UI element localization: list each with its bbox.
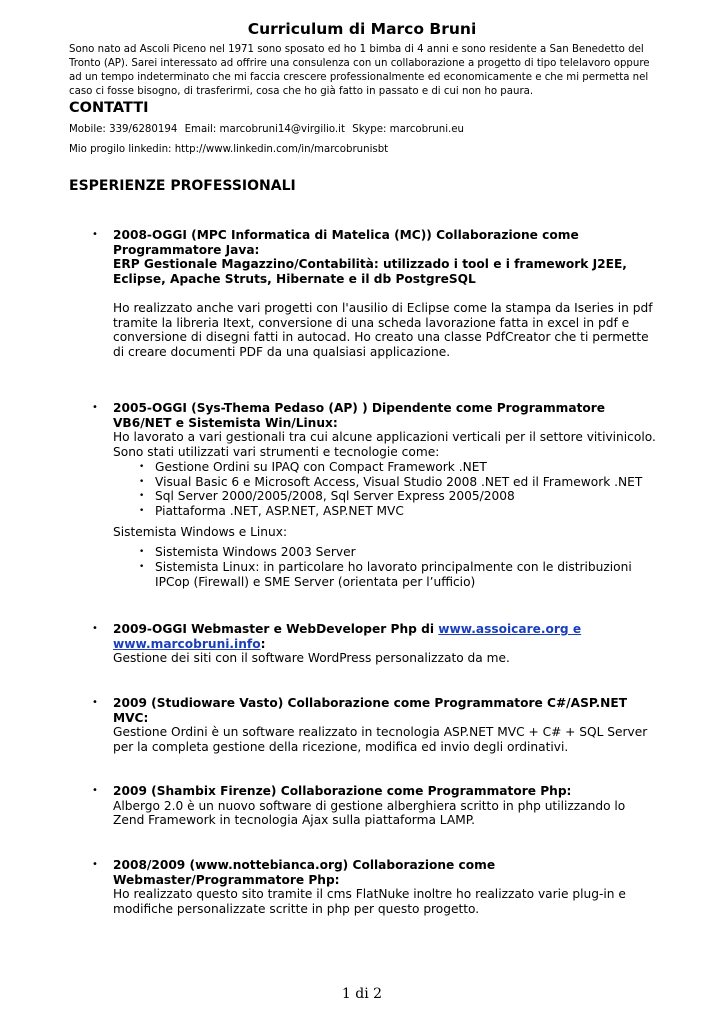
entry-body: Gestione Ordini è un software realizzato in tecnologia ASP.NET MVC + C# + SQL Server per la completa gestione della ricezione, modifica ed invio degli ordinativi. [113, 725, 648, 755]
document-title: Curriculum di Marco Bruni [247, 20, 477, 38]
skype-text: Skype: marcobruni.eu [352, 124, 465, 135]
entry-body: Ho lavorato a vari gestionali tra cui alcune applicazioni verticali per il settore vitivinicolo. Sono stati utilizzati vari strumenti e tecnologie come: [113, 430, 656, 460]
experience-entry-webmaster [92, 622, 658, 666]
list-item: • Visual Basic 6 e Microsoft Access, Visual Studio 2008 .NET ed il Framework .NET [113, 475, 658, 490]
entry-body: Ho realizzato questo sito tramite il cms FlatNuke inoltre ho realizzato varie plug-in e modifiche personalizzate scritte in php per questo progetto. [113, 887, 626, 917]
entry-heading-detail: ERP Gestionale Magazzino/Contabilità: utilizzado i tool e i framework J2EE, Eclipse, Apache Struts, Hibernate e il db PostgreSQL [113, 257, 627, 287]
bullet-icon: • [92, 229, 98, 240]
contatti-heading: CONTATTI [69, 100, 149, 116]
entry-heading: 2005-OGGI (Sys-Thema Pedaso (AP) ) Dipendente come Programmatore VB6/NET e Sistemista Win/Linux: [113, 401, 606, 430]
entry-body: Gestione dei siti con il software WordPress personalizzato da me. [113, 651, 510, 666]
bullet-icon: • [92, 402, 98, 413]
technology-list [113, 460, 658, 519]
list-item: • Gestione Ordini su IPAQ con Compact Framework .NET [113, 460, 658, 475]
entry-heading-colon: : [260, 636, 266, 651]
sysadmin-list [113, 545, 658, 589]
experience-entry-mpc [92, 228, 658, 360]
experience-entry-studioware [92, 696, 658, 755]
bullet-icon: • [92, 623, 98, 634]
entry-body: Albergo 2.0 è un nuovo software di gestione alberghiera scritto in php utilizzando lo Zend Framework in tecnologia Ajax sulla piattaforma LAMP. [113, 798, 626, 828]
page-number: 1 di 2 [341, 986, 383, 1002]
assoicare-link[interactable]: www.assoicare.org e [438, 622, 582, 636]
entry-heading: 2008-OGGI (MPC Informatica di Matelica (MC)) Collaborazione come Programmatore Java: [113, 228, 579, 257]
entry-heading [113, 622, 658, 651]
entry-heading-text: 2009-OGGI Webmaster e WebDeveloper Php di [113, 622, 439, 636]
experience-entry-shambix [92, 784, 658, 828]
mobile-text: Mobile: 339/6280194 [69, 124, 178, 135]
linkedin-text: Mio progilo linkedin: http://www.linkedin.com/in/marcobrunisbt [69, 144, 389, 155]
entry-body: Ho realizzato anche vari progetti con l'ausilio di Eclipse come la stampa da Iseries in pdf tramite la libreria Itext, conversione di una scheda lavorazione fatta in excel in pdf e conversione di disegni fatti in autocad. Ho creato una classe PdfCreator che ti permette di creare documenti PDF da una qualsiasi applicazione. [113, 300, 653, 359]
entry-heading: 2009 (Studioware Vasto) Collaborazione come Programmatore C#/ASP.NET MVC: [113, 696, 628, 725]
bullet-icon: • [92, 785, 98, 796]
marcobruni-link[interactable]: www.marcobruni.info [113, 636, 261, 651]
bullet-icon: • [92, 859, 98, 870]
entry-subheading: Sistemista Windows e Linux: [113, 524, 288, 539]
entry-heading: 2008/2009 (www.nottebianca.org) Collaborazione come Webmaster/Programmatore Php: [113, 858, 496, 887]
intro-paragraph: Sono nato ad Ascoli Piceno nel 1971 sono sposato ed ho 1 bimba di 4 anni e sono residente a San Benedetto del Tronto (AP). Sarei interessato ad offrire una consulenza con un collaborazione a progetto di tipo telelavoro oppure ad un tempo indeterminato che mi faccia crescere professionalmente ed economicamente e che mi permetta nel caso ci fosse bisogno, di trasferirmi, cosa che ho già fatto in passato e di cui non ho paura. [69, 44, 650, 97]
list-item: • Sql Server 2000/2005/2008, Sql Server Express 2005/2008 [113, 489, 658, 504]
email-text: Email: marcobruni14@virgilio.it [184, 124, 345, 135]
list-item: • Piattaforma .NET, ASP.NET, ASP.NET MVC [113, 504, 658, 519]
experience-entry-nottebianca [92, 858, 658, 917]
list-item: • Sistemista Linux: in particolare ho lavorato principalmente con le distribuzioni IPCop (Firewall) e SME Server (orientata per l’ufficio) [113, 560, 658, 589]
experience-entry-systhema [92, 401, 658, 589]
entry-heading: 2009 (Shambix Firenze) Collaborazione come Programmatore Php: [113, 784, 572, 798]
bullet-icon: • [92, 697, 98, 708]
esperienze-heading: ESPERIENZE PROFESSIONALI [69, 178, 296, 194]
contact-line [69, 124, 468, 135]
list-item: • Sistemista Windows 2003 Server [113, 545, 658, 560]
